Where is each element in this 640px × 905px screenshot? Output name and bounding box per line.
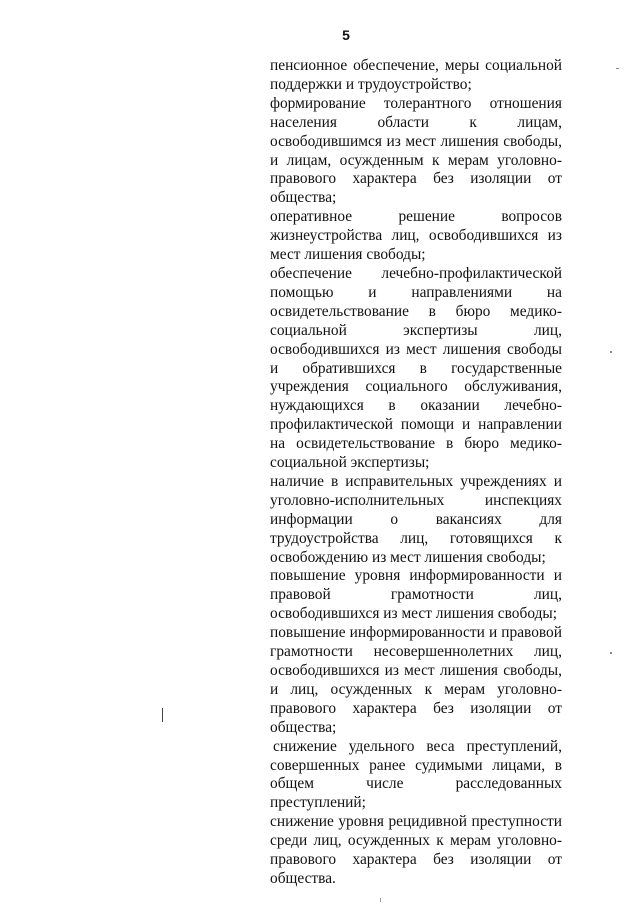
paragraph-life-arrangement: оперативное решение вопросов жизнеустройства лиц, освободившихся из мест лишения свободы;: [270, 208, 562, 264]
scan-speck: [616, 68, 619, 69]
paragraph-tolerance: формирование толерантного отношения населения области к лицам, освободившимся из мест лишения свободы, и лицам, осужденным к мерам уголовно-правового характера без изоляции от общества;: [270, 94, 562, 207]
paragraph-vacancies: наличие в исправительных учреждениях и уголовно-исполнительных инспекциях информации о вакансиях для трудоустройства лиц, готовящихся к освобождению из мест лишения свободы;: [270, 472, 562, 566]
paragraph-medical-assistance: обеспечение лечебно-профилактической помощью и направлениями на освидетельствование в бюро медико-социальной экспертизы лиц, освободившихся из мест лишения свободы и обратившихся в государственные учреждения социального обслуживания, нуждающихся в оказании лечебно-профилактической помощи и направлении на освидетельствование в бюро медико-социальной экспертизы;: [270, 264, 562, 472]
paragraph-pension: пенсионное обеспечение, меры социальной поддержки и трудоустройство;: [270, 57, 562, 93]
document-body: [270, 57, 562, 889]
scan-speck: [610, 351, 612, 353]
page-number: 5: [342, 27, 350, 43]
paragraph-legal-literacy: повышение уровня информированности и правовой грамотности лиц, освободившихся из мест лишения свободы;: [270, 567, 562, 623]
scan-margin-mark: [162, 708, 163, 722]
paragraph-recidivism: снижение уровня рецидивной преступности среди лиц, осужденных к мерам уголовно-правового характера без изоляции от общества.: [270, 813, 562, 887]
scan-speck: [610, 652, 612, 654]
paragraph-minors-literacy: повышение информированности и правовой грамотности несовершеннолетних лиц, освободившихся из мест лишения свободы, и лиц, осужденных к мерам уголовно-правового характера без изоляции от общества;: [270, 624, 562, 736]
paragraph-crime-share: снижение удельного веса преступлений, совершенных ранее судимыми лицами, в общем числе расследованных преступлений;: [270, 737, 562, 812]
scan-speck: [380, 898, 381, 902]
